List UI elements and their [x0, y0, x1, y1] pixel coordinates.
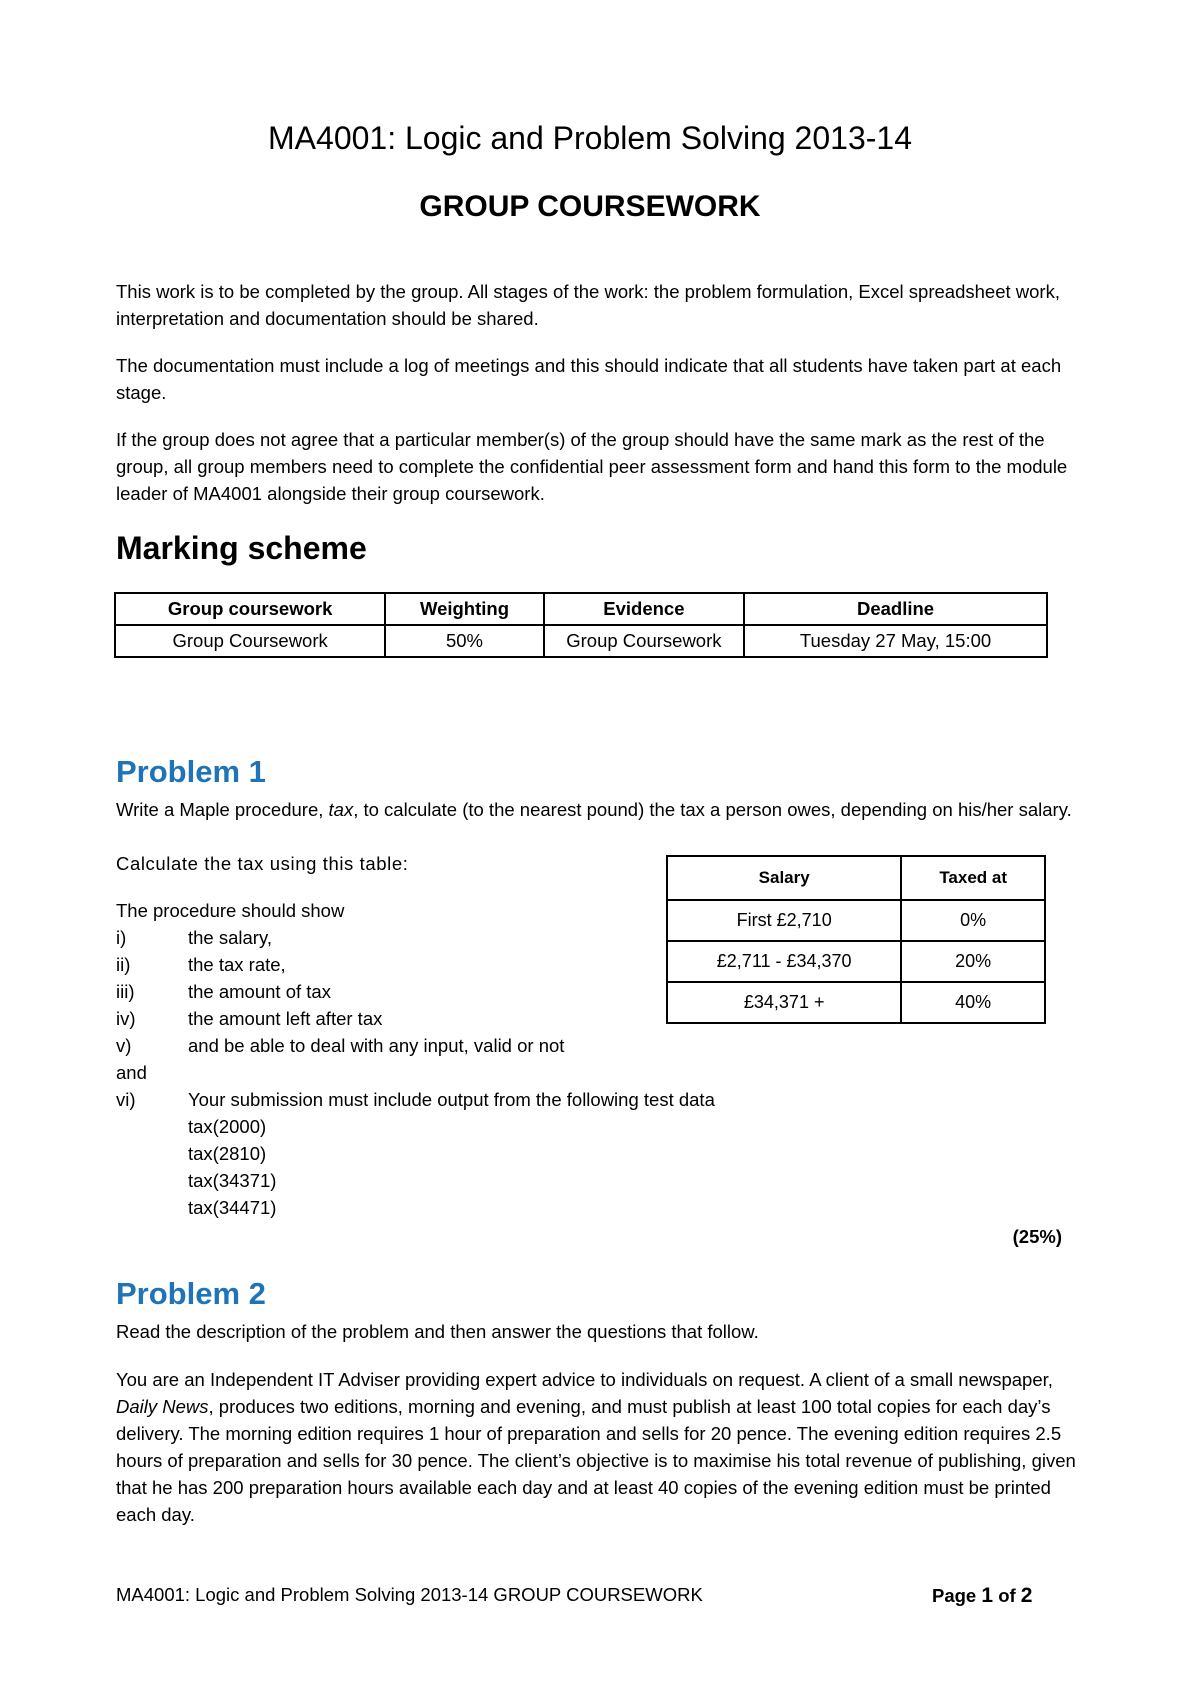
- table-cell: £2,711 - £34,370: [667, 941, 901, 982]
- table-row: [667, 941, 1045, 982]
- table-row: [667, 900, 1045, 941]
- table-header-cell: Salary: [667, 856, 901, 900]
- page-total: 2: [1020, 1584, 1033, 1607]
- document-title: MA4001: Logic and Problem Solving 2013-14: [268, 120, 912, 156]
- calculate-line: Calculate the tax using this table:: [116, 853, 409, 874]
- footer-text: MA4001: Logic and Problem Solving 2013-14 GROUP COURSEWORK: [116, 1584, 703, 1605]
- table-cell: Group Coursework: [544, 625, 744, 657]
- intro-paragraph-1: This work is to be completed by the group. All stages of the work: the problem formulation, Excel spreadsheet work, interpretation and documentation should be shared.: [116, 281, 1060, 329]
- list-item: [116, 1005, 716, 1032]
- list-number: ii): [116, 954, 131, 975]
- table-header-cell: Taxed at: [901, 856, 1045, 900]
- table-cell: Group Coursework: [115, 625, 385, 657]
- list-number: vi): [116, 1089, 136, 1110]
- list-item: [116, 978, 716, 1005]
- test-data-line: tax(34371): [188, 1170, 277, 1191]
- procedure-show-line: The procedure should show: [116, 900, 345, 921]
- table-cell: 40%: [901, 982, 1045, 1023]
- table-cell: First £2,710: [667, 900, 901, 941]
- list-number: i): [116, 927, 127, 948]
- table-header-cell: Group coursework: [115, 593, 385, 625]
- tax-rate-table: [666, 855, 1046, 1024]
- problem-2-heading: Problem 2: [116, 1276, 266, 1311]
- list-text: the amount of tax: [188, 981, 331, 1002]
- list-text: and be able to deal with any input, valid or not: [188, 1035, 565, 1056]
- marking-scheme-heading: Marking scheme: [116, 530, 367, 566]
- list-text: the tax rate,: [188, 954, 286, 975]
- list-text: the amount left after tax: [188, 1008, 383, 1029]
- and-word: and: [116, 1062, 147, 1083]
- table-row: [667, 982, 1045, 1023]
- table-header-cell: Deadline: [744, 593, 1047, 625]
- table-header-cell: Evidence: [544, 593, 744, 625]
- list-item: [116, 1086, 1016, 1113]
- table-header-row: [667, 856, 1045, 900]
- page-number: [932, 1584, 1032, 1608]
- procedure-name: tax: [328, 799, 354, 820]
- list-item: [116, 1032, 716, 1059]
- page-current: 1: [981, 1584, 994, 1607]
- table-cell: 50%: [385, 625, 543, 657]
- problem-1-heading: Problem 1: [116, 754, 266, 789]
- table-row: [115, 625, 1047, 657]
- list-number: iv): [116, 1008, 136, 1029]
- document-subtitle: GROUP COURSEWORK: [419, 190, 761, 223]
- test-data-line: tax(34471): [188, 1197, 277, 1218]
- test-data-line: tax(2000): [188, 1116, 267, 1137]
- page-label: Page: [932, 1585, 977, 1606]
- page-of: of: [998, 1585, 1016, 1606]
- table-cell: £34,371 +: [667, 982, 901, 1023]
- problem-2-text-end: , produces two editions, morning and evening, and must publish at least 100 total copies for each day’s delivery. The morning edition requires 1 hour of preparation and sells for 20 pence. The evening edition requires 2.5 hours of preparation and sells for 30 pence. The client’s objective is to maximise his total revenue of publishing, given that he has 200 preparation hours available each day and at least 40 copies of the evening edition must be printed each day.: [116, 1396, 1076, 1525]
- table-header-cell: Weighting: [385, 593, 543, 625]
- intro-paragraph-3: If the group does not agree that a particular member(s) of the group should have the same mark as the rest of the group, all group members need to complete the confidential peer assessment form and hand this form to the module leader of MA4001 alongside their group coursework.: [116, 429, 1068, 504]
- table-cell: 0%: [901, 900, 1045, 941]
- problem-2-paragraph: [116, 1366, 1076, 1528]
- intro-paragraph-2: The documentation must include a log of meetings and this should indicate that all students have taken part at each stage.: [116, 355, 1062, 403]
- table-cell: 20%: [901, 941, 1045, 982]
- list-number: iii): [116, 981, 135, 1002]
- test-data-line: tax(2810): [188, 1143, 267, 1164]
- marking-scheme-table: [114, 592, 1048, 658]
- table-header-row: [115, 593, 1047, 625]
- problem-2-text: You are an Independent IT Adviser providing expert advice to individuals on request. A client of a small newspaper,: [116, 1369, 1053, 1390]
- table-cell: Tuesday 27 May, 15:00: [744, 625, 1047, 657]
- problem-2-intro: Read the description of the problem and then answer the questions that follow.: [116, 1321, 759, 1342]
- list-text: the salary,: [188, 927, 272, 948]
- list-text: Your submission must include output from the following test data: [188, 1089, 715, 1110]
- list-item: [116, 924, 716, 951]
- newspaper-name: Daily News: [116, 1396, 209, 1417]
- list-item: [116, 951, 716, 978]
- problem-1-intro: [116, 796, 1076, 823]
- problem-1-intro-text-end: , to calculate (to the nearest pound) the tax a person owes, depending on his/her salary.: [353, 799, 1072, 820]
- problem-1-weight: (25%): [1012, 1226, 1062, 1247]
- problem-1-intro-text: Write a Maple procedure,: [116, 799, 329, 820]
- list-number: v): [116, 1035, 132, 1056]
